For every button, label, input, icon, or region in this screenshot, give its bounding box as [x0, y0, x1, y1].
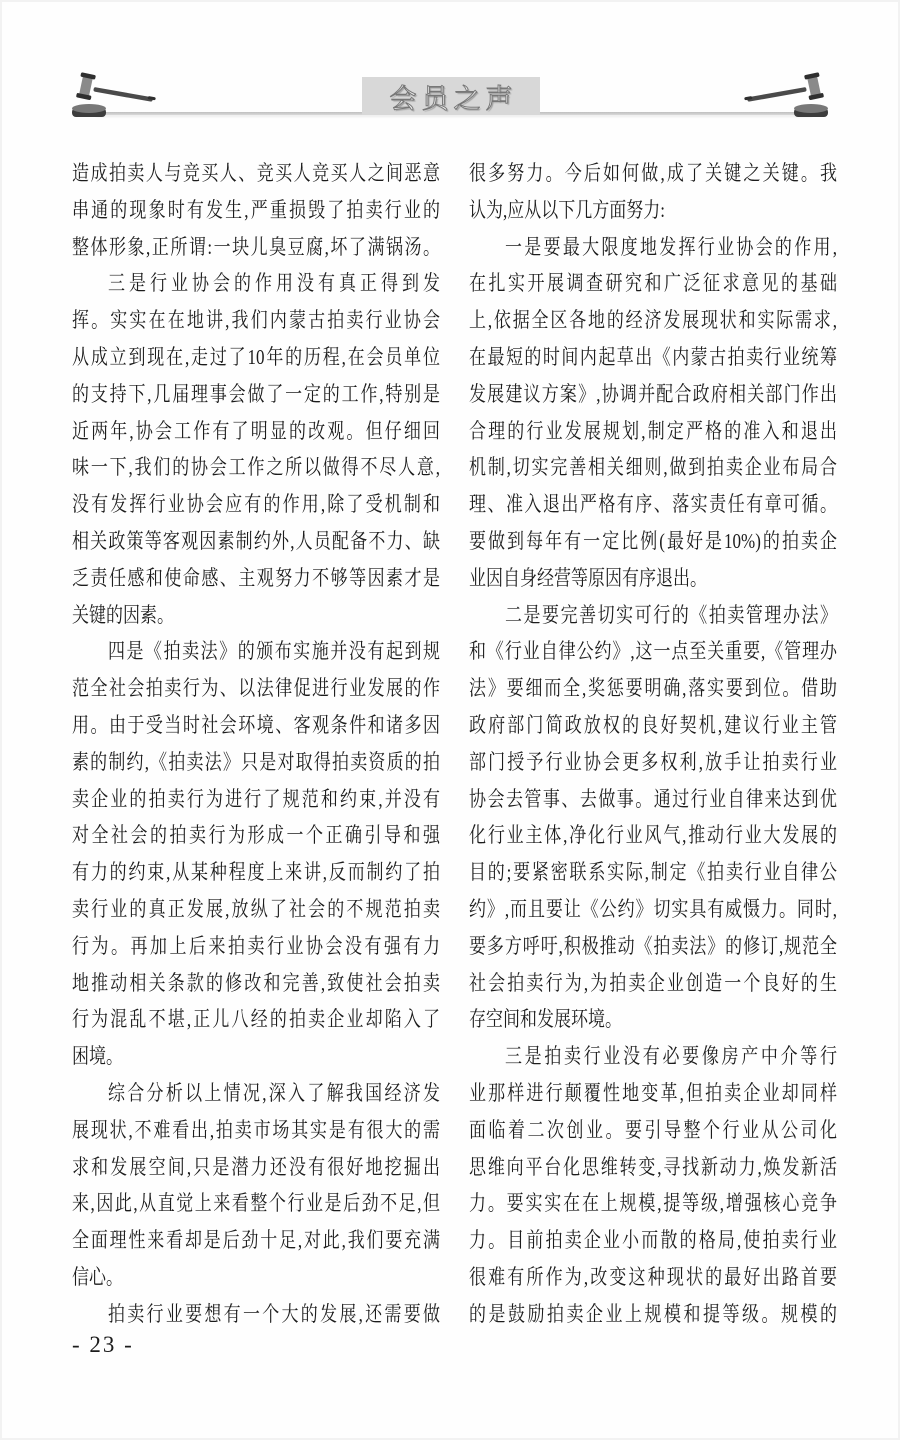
text-line: 造成拍卖人与竞买人、竞买人竞买人之间恶意	[72, 161, 440, 185]
text-line: 发展建议方案》,协调并配合政府相关部门作出	[469, 382, 837, 406]
text-line: 社会拍卖行为,为拍卖企业创造一个良好的生	[469, 971, 837, 995]
right-text-column	[469, 156, 837, 1334]
text-line: 的是鼓励拍卖企业上规模和提等级。规模的	[469, 1302, 837, 1326]
text-line: 思维向平台化思维转变,寻找新动力,焕发新活	[469, 1155, 837, 1179]
text-line: 相关政策等客观因素制约外,人员配备不力、缺	[72, 529, 440, 553]
section-title: 会员之声	[389, 83, 518, 114]
text-line: 从成立到现在,走过了10年的历程,在会员单位	[72, 345, 440, 369]
text-line: 要多方呼吁,积极推动《拍卖法》的修订,规范全	[469, 934, 837, 958]
text-line: 行为混乱不堪,正儿八经的拍卖企业却陷入了	[72, 1008, 440, 1032]
text-line: 信心。	[72, 1265, 123, 1289]
text-line: 协会去管事、去做事。通过行业自律来达到优	[469, 787, 837, 811]
text-line: 在最短的时间内起草出《内蒙古拍卖行业统筹	[469, 345, 837, 369]
text-line: 力。目前拍卖企业小而散的格局,使拍卖行业	[469, 1228, 837, 1253]
text-line: 力。要实实在在上规模,提等级,增强核心竞争	[469, 1192, 837, 1216]
text-line: 素的制约,《拍卖法》只是对取得拍卖资质的拍	[72, 750, 440, 774]
text-line: 整体形象,正所谓:一块儿臭豆腐,坏了满锅汤。	[72, 235, 440, 259]
text-line: 理、准入退出严格有序、落实责任有章可循。	[469, 492, 837, 517]
text-line: 行为。再加上后来拍卖行业协会没有强有力	[72, 934, 440, 958]
text-line: 业那样进行颠覆性地变革,但拍卖企业却同样	[469, 1081, 837, 1105]
text-line: 卖企业的拍卖行为进行了规范和约束,并没有	[72, 787, 440, 811]
text-line: 用。由于受当时社会环境、客观条件和诸多因	[72, 713, 440, 737]
text-line: 困境。	[72, 1044, 123, 1069]
text-line: 要做到每年有一定比例(最好是10%)的拍卖企	[469, 529, 837, 553]
text-line: 四是《拍卖法》的颁布实施并没有起到规	[108, 640, 440, 664]
text-line: 卖行业的真正发展,放纵了社会的不规范拍卖	[72, 897, 440, 921]
text-line: 有力的约束,从某种程度上来讲,反而制约了拍	[72, 860, 440, 885]
text-line: 近两年,协会工作有了明显的改观。但仔细回	[72, 419, 440, 443]
text-line: 三是拍卖行业没有必要像房产中介等行	[505, 1044, 837, 1069]
text-line: 二是要完善切实可行的《拍卖管理办法》	[505, 603, 837, 627]
text-line: 很多努力。今后如何做,成了关键之关键。我	[469, 161, 837, 185]
text-line: 对全社会的拍卖行为形成一个正确引导和强	[72, 824, 440, 848]
text-line: 目的;要紧密联系实际,制定《拍卖行业自律公	[469, 860, 837, 885]
text-line: 三是行业协会的作用没有真正得到发	[108, 272, 440, 296]
text-line: 关键的因素。	[72, 603, 174, 627]
text-line: 拍卖行业要想有一个大的发展,还需要做	[108, 1302, 440, 1326]
text-line: 上,依据全区各地的经济发展现状和实际需求,	[469, 308, 837, 333]
text-line: 展现状,不难看出,拍卖市场其实是有很大的需	[72, 1118, 440, 1142]
text-line: 全面理性来看却是后劲十足,对此,我们要充满	[72, 1228, 440, 1253]
section-title-box	[362, 77, 540, 115]
text-line: 存空间和发展环境。	[469, 1008, 622, 1032]
text-line: 约》,而且要让《公约》切实具有威慑力。同时,	[469, 897, 837, 921]
text-line: 味一下,我们的协会工作之所以做得不尽人意,	[72, 456, 440, 480]
gavel-icon	[68, 72, 164, 120]
text-line: 机制,切实完善相关细则,做到拍卖企业布局合	[469, 456, 837, 480]
text-line: 和《行业自律公约》,这一点至关重要,《管理办	[469, 640, 837, 664]
text-line: 面临着二次创业。要引导整个行业从公司化	[469, 1118, 837, 1142]
text-line: 的支持下,几届理事会做了一定的工作,特别是	[72, 382, 440, 406]
text-line: 政府部门简政放权的良好契机,建议行业主管	[469, 713, 837, 737]
text-line: 在扎实开展调查研究和广泛征求意见的基础	[469, 272, 837, 296]
gavel-icon	[736, 72, 832, 120]
text-line: 串通的现象时有发生,严重损毁了拍卖行业的	[72, 198, 440, 222]
text-line: 没有发挥行业协会应有的作用,除了受机制和	[72, 492, 440, 517]
text-line: 法》要细而全,奖惩要明确,落实要到位。借助	[469, 676, 837, 701]
text-line: 乏责任感和使命感、主观努力不够等因素才是	[72, 566, 440, 590]
text-line: 地推动相关条款的修改和完善,致使社会拍卖	[72, 971, 440, 995]
page-number: - 23 -	[72, 1332, 134, 1357]
text-line: 合理的行业发展规划,制定严格的准入和退出	[469, 419, 837, 443]
text-line: 范全社会拍卖行为、以法律促进行业发展的作	[72, 676, 440, 701]
left-text-column	[72, 156, 440, 1334]
text-line: 化行业主体,净化行业风气,推动行业大发展的	[469, 824, 837, 848]
text-line: 来,因此,从直觉上来看整个行业是后劲不足,但	[72, 1192, 440, 1216]
text-line: 业因自身经营等原因有序退出。	[469, 566, 707, 590]
text-line: 综合分析以上情况,深入了解我国经济发	[108, 1081, 440, 1105]
text-line: 一是要最大限度地发挥行业协会的作用,	[505, 235, 837, 259]
text-line: 认为,应从以下几方面努力:	[469, 198, 665, 222]
text-line: 很难有所作为,改变这种现状的最好出路首要	[469, 1265, 837, 1289]
text-line: 挥。实实在在地讲,我们内蒙古拍卖行业协会	[72, 308, 440, 333]
text-line: 部门授予行业协会更多权利,放手让拍卖行业	[469, 750, 837, 774]
text-line: 求和发展空间,只是潜力还没有很好地挖掘出	[72, 1155, 440, 1179]
